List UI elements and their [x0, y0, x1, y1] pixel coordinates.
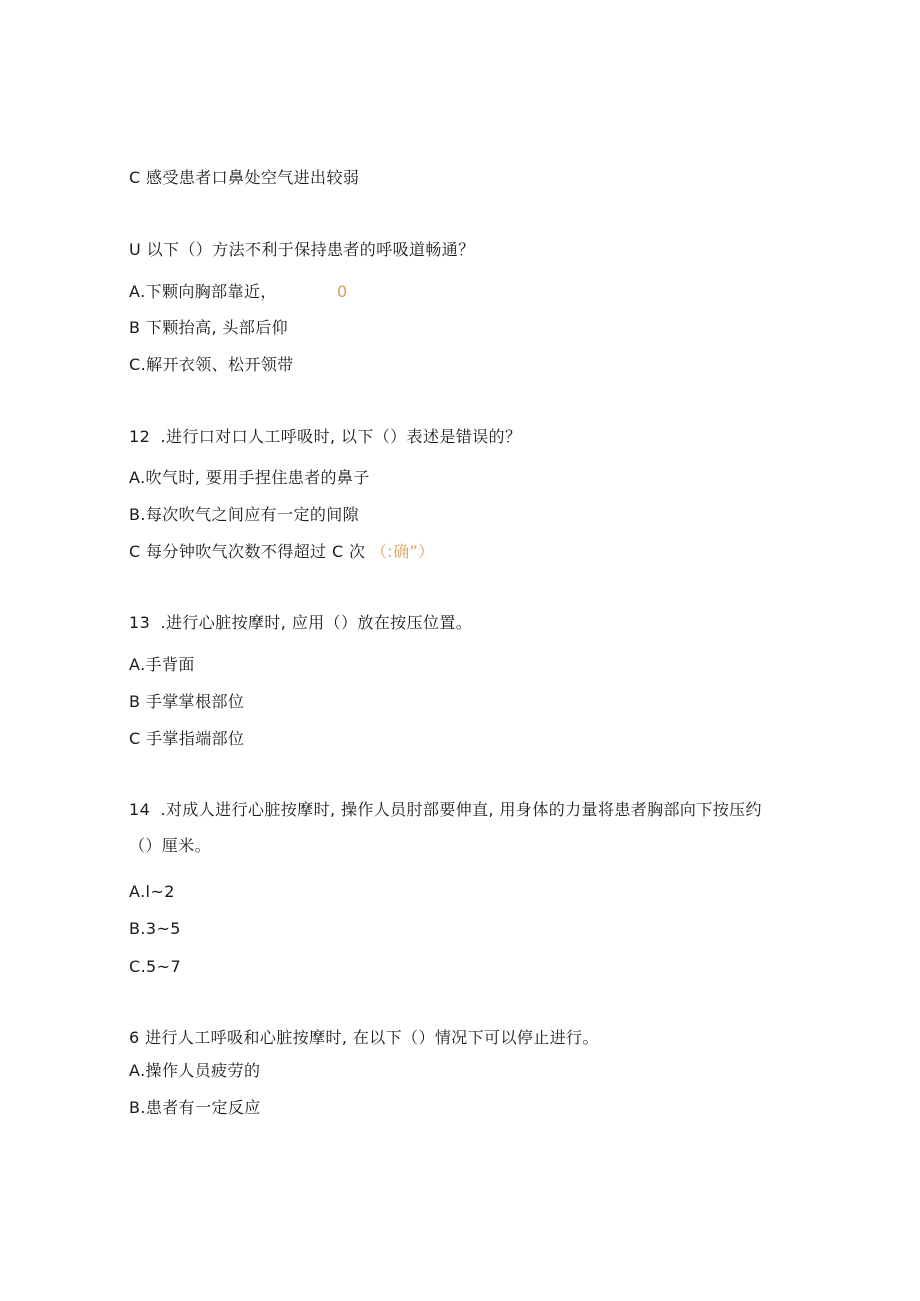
- option-b-interval: B.每次吹气之间应有一定的间隙: [129, 505, 360, 524]
- question-u-airway: U 以下（）方法不利于保持患者的呼吸道畅通？: [129, 240, 475, 259]
- option-a-back-of-hand: A.手背面: [129, 655, 195, 674]
- option-b-3-5: B.3~5: [129, 919, 181, 938]
- question-number: 13: [129, 613, 151, 632]
- question-text: .对成人进行心脏按摩时, 操作人员肘部要伸直, 用身体的力量将患者胸部向下按压约: [160, 800, 762, 819]
- option-c-breath-rate: [129, 542, 435, 562]
- option-c-loosen-collar: C.解开衣领、松开领带: [129, 355, 294, 374]
- question-13: [129, 613, 472, 633]
- question-14-continued: （）厘米。: [129, 836, 212, 855]
- option-b-palm-root: B 手掌掌根部位: [129, 692, 245, 711]
- option-c-breath-weak: C 感受患者口鼻处空气进出较弱: [129, 168, 360, 187]
- question-number: 12: [129, 427, 151, 446]
- question-text: .进行口对口人工呼吸时, 以下（）表述是错误的？: [160, 427, 522, 446]
- option-c-fingertips: C 手掌指端部位: [129, 729, 245, 748]
- question-text: .进行心脏按摩时, 应用（）放在按压位置。: [160, 613, 473, 632]
- question-12: [129, 427, 521, 447]
- option-a-chin-down: [129, 282, 348, 302]
- option-a-1-2: A.l~2: [129, 882, 175, 901]
- question-14: [129, 800, 762, 820]
- question-number: 14: [129, 800, 151, 819]
- option-b-patient-response: B.患者有一定反应: [129, 1098, 261, 1117]
- option-a-operator-tired: A.操作人员疲劳的: [129, 1061, 261, 1080]
- question-6-stop: 6 进行人工呼吸和心脏按摩时, 在以下（）情况下可以停止进行。: [129, 1028, 599, 1047]
- answer-mark: （:确”）: [370, 542, 435, 561]
- option-text: A.下颗向胸部靠近，: [129, 282, 277, 301]
- option-c-5-7: C.5~7: [129, 957, 182, 976]
- option-text: C 每分钟吹气次数不得超过 C 次: [129, 542, 366, 561]
- option-a-pinch-nose: A.吹气时, 要用手捏住患者的鼻子: [129, 468, 370, 487]
- answer-mark: 0: [337, 282, 348, 301]
- option-b-chin-up: B 下颗抬高, 头部后仰: [129, 318, 289, 337]
